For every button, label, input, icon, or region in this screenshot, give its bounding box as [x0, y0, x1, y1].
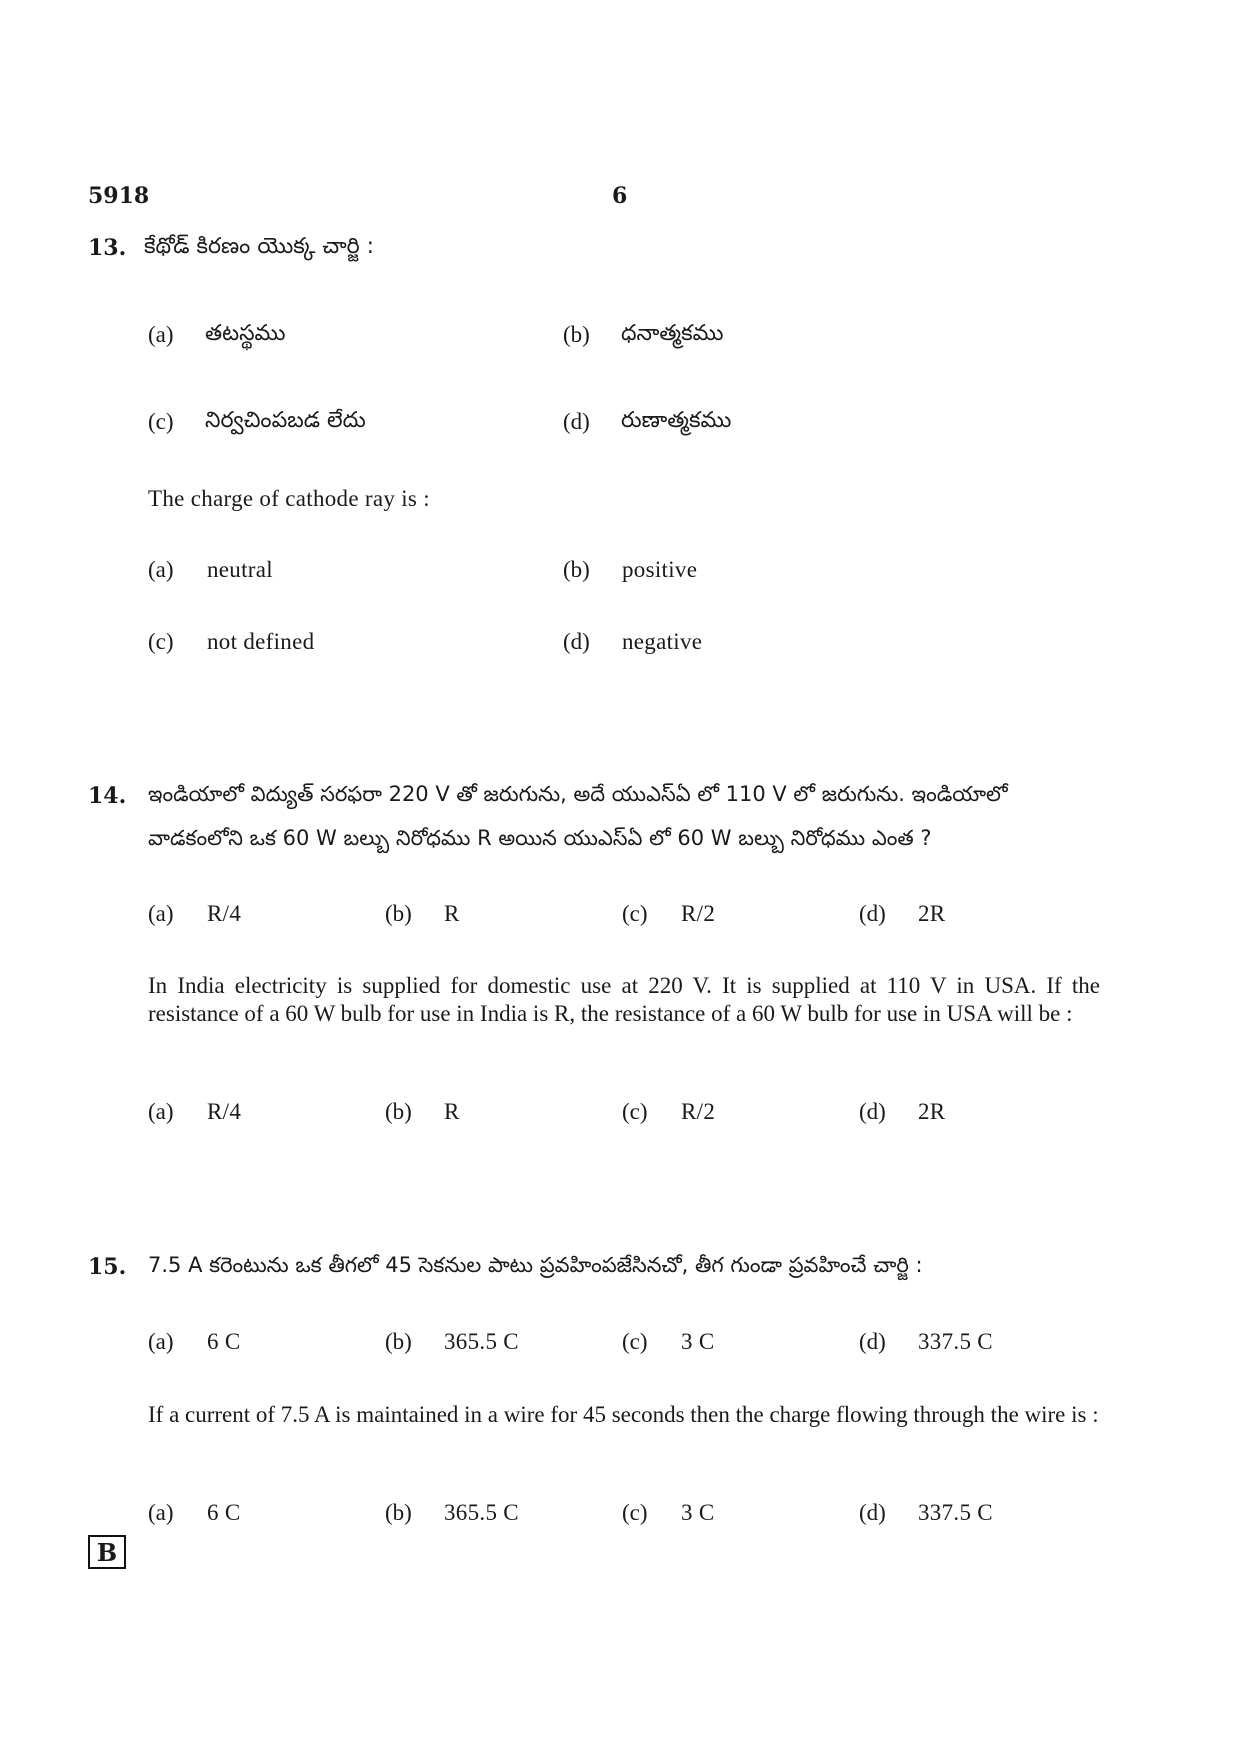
paper-code: 5918: [88, 183, 150, 209]
q14-te-option-c-text: R/2: [681, 901, 716, 926]
q13-en-option-d-text: negative: [622, 629, 703, 654]
q13-te-option-d-text: రుణాత్మకము: [621, 408, 732, 433]
q15-en-option-a-label: (a): [148, 1500, 174, 1525]
q15-te-option-c-text: 3 C: [681, 1329, 715, 1354]
q15-te-option-c-label: (c): [622, 1329, 648, 1354]
question-number-15: 15.: [88, 1254, 127, 1280]
q14-en-option-a-text: R/4: [207, 1099, 242, 1124]
q15-en-option-d-label: (d): [859, 1500, 886, 1525]
q15-en-option-c-label: (c): [622, 1500, 648, 1525]
question-number-14: 14.: [88, 783, 127, 809]
q13-en-option-c-text: not defined: [207, 629, 315, 654]
q14-en-option-c-text: R/2: [681, 1099, 716, 1124]
q13-te-option-d-label: (d): [563, 409, 590, 434]
q14-english-stem: In India electricity is supplied for domestic use at 220 V. It is supplied at 110 V in USA. If the resistance of a 60 W bulb for use in India is R, the resistance of a 60 W bulb for use in USA will be :: [148, 973, 1100, 1026]
q15-te-option-a-text: 6 C: [207, 1329, 241, 1354]
question-number-13: 13.: [88, 235, 127, 261]
q15-en-option-c-text: 3 C: [681, 1500, 715, 1525]
q14-en-option-d-text: 2R: [918, 1099, 946, 1124]
q13-te-option-b-label: (b): [563, 322, 590, 347]
q13-telugu-stem: కేథోడ్ కిరణం యొక్క చార్జి :: [144, 234, 375, 259]
q13-te-option-c-label: (c): [148, 409, 174, 434]
q14-en-option-b-text: R: [444, 1099, 460, 1124]
q15-english-stem: If a current of 7.5 A is maintained in a wire for 45 seconds then the charge flowing through the wire is :: [148, 1402, 1099, 1427]
q14-te-option-a-text: R/4: [207, 901, 242, 926]
q15-te-option-d-text: 337.5 C: [918, 1329, 993, 1354]
q13-en-option-a-label: (a): [148, 557, 174, 582]
q14-te-option-d-text: 2R: [918, 901, 946, 926]
q15-te-option-d-label: (d): [859, 1329, 886, 1354]
q15-te-option-a-label: (a): [148, 1329, 174, 1354]
q14-en-option-a-label: (a): [148, 1099, 174, 1124]
q13-en-option-b-text: positive: [622, 557, 698, 582]
q13-te-option-b-text: ధనాత్మకము: [621, 321, 724, 346]
q14-te-option-a-label: (a): [148, 901, 174, 926]
q13-english-stem: The charge of cathode ray is :: [148, 486, 430, 511]
q13-en-option-b-label: (b): [563, 557, 590, 582]
q13-te-option-a-label: (a): [148, 322, 174, 347]
q15-telugu-stem: 7.5 A కరెంటును ఒక తీగలో 45 సెకనుల పాటు ప్రవహింపజేసినచో, తీగ గుండా ప్రవహించే చార్జి :: [148, 1253, 923, 1277]
q14-te-option-c-label: (c): [622, 901, 648, 926]
q14-telugu-stem-line1: ఇండియాలో విద్యుత్ సరఫరా 220 V తో జరుగును, అదే యుఎస్ఏ లో 110 V లో జరుగును. ఇండియాలో: [148, 782, 1008, 806]
q14-en-option-b-label: (b): [385, 1099, 412, 1124]
q14-te-option-b-text: R: [444, 901, 460, 926]
page-number: 6: [612, 183, 628, 209]
q13-te-option-a-text: తటస్థము: [205, 321, 286, 346]
q14-telugu-stem-line2: వాడకంలోని ఒక 60 W బల్బు నిరోధము R అయిన యుఎస్ఏ లో 60 W బల్బు నిరోధము ఎంత ?: [148, 826, 932, 850]
q13-en-option-d-label: (d): [563, 629, 590, 654]
q15-te-option-b-text: 365.5 C: [444, 1329, 519, 1354]
q14-en-option-d-label: (d): [859, 1099, 886, 1124]
q15-en-option-b-label: (b): [385, 1500, 412, 1525]
q15-en-option-b-text: 365.5 C: [444, 1500, 519, 1525]
q15-en-option-d-text: 337.5 C: [918, 1500, 993, 1525]
q13-te-option-c-text: నిర్వచింపబడ లేదు: [205, 408, 366, 433]
q13-en-option-a-text: neutral: [207, 557, 273, 582]
q14-te-option-b-label: (b): [385, 901, 412, 926]
booklet-series-box: B: [88, 1535, 126, 1569]
q13-en-option-c-label: (c): [148, 629, 174, 654]
q14-en-option-c-label: (c): [622, 1099, 648, 1124]
q14-te-option-d-label: (d): [859, 901, 886, 926]
q15-te-option-b-label: (b): [385, 1329, 412, 1354]
q15-en-option-a-text: 6 C: [207, 1500, 241, 1525]
